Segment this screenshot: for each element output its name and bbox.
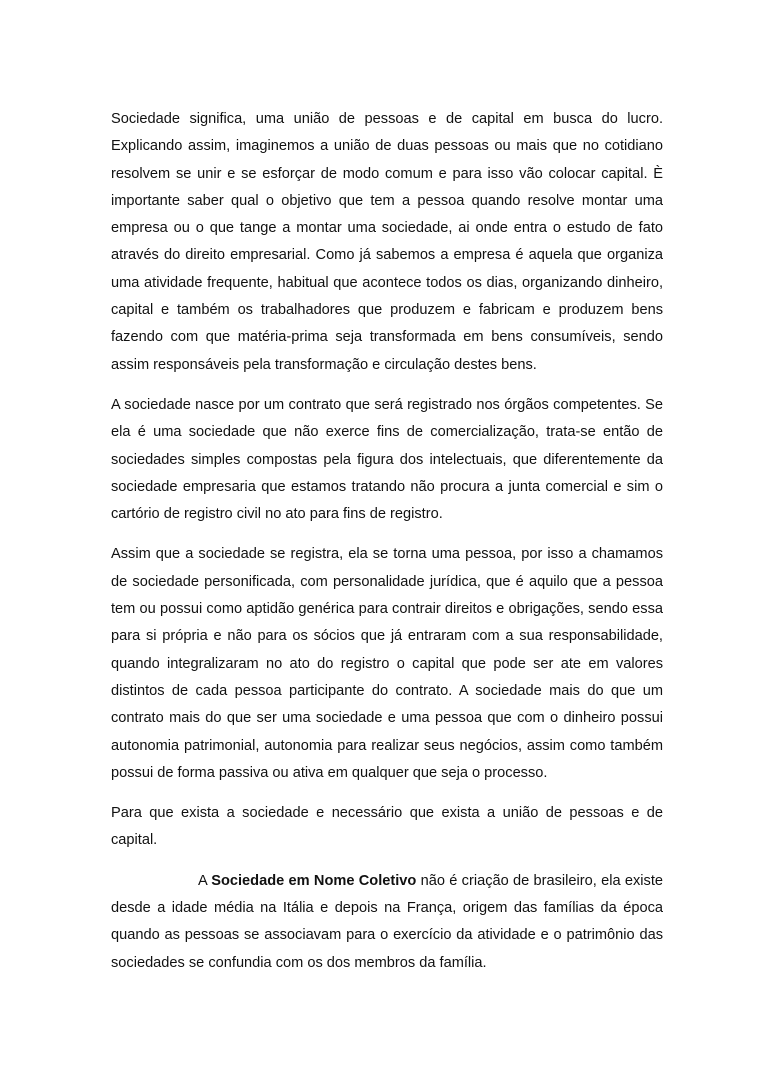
- paragraph-5-lead: A: [198, 872, 212, 889]
- paragraph-2: A sociedade nasce por um contrato que será registrado nos órgãos competentes. Se ela é uma sociedade que não exerce fins de comercialização, trata-se então de sociedades simples compostas pela figura dos intelectuais, que diferentemente da sociedade empresaria que estamos tratando não procura a junta comercial e sim o cartório de registro civil no ato para fins de registro.: [111, 396, 663, 523]
- paragraph-5-rest: não é criação de brasileiro, ela existe desde a idade média na Itália e depois na França, origem das famílias da época quando as pessoas se associavam para o exercício da atividade e o patrimônio das sociedades se confundia com os dos membros da família.: [111, 872, 663, 971]
- paragraph-3: Assim que a sociedade se registra, ela se torna uma pessoa, por isso a chamamos de sociedade personificada, com personalidade jurídica, que é aquilo que a pessoa tem ou possui como aptidão genérica para contrair direitos e obrigações, sendo essa para si própria e não para os sócios que já entraram com a sua responsabilidade, quando integralizaram no ato do registro o capital que pode ser ate em valores distintos de cada pessoa participante do contrato. A sociedade mais do que um contrato mais do que ser uma sociedade e uma pessoa que com o dinheiro possui autonomia patrimonial, autonomia para realizar seus negócios, assim como também possui de forma passiva ou ativa em qualquer que seja o processo.: [111, 546, 663, 781]
- paragraph-5: [111, 868, 663, 977]
- paragraph-1: Sociedade significa, uma união de pessoas e de capital em busca do lucro. Explicando assim, imaginemos a união de duas pessoas ou mais que no cotidiano resolvem se unir e se esforçar de modo comum e para isso vão colocar capital. È importante saber qual o objetivo que tem a pessoa quando resolve montar uma empresa ou o que tange a montar uma sociedade, ai onde entra o estudo de fato através do direito empresarial. Como já sabemos a empresa é aquela que organiza uma atividade frequente, habitual que acontece todos os dias, organizando dinheiro, capital e também os trabalhadores que produzem e fabricam e produzem bens fazendo com que matéria-prima seja transformada em bens consumíveis, sendo assim responsáveis pela transformação e circulação destes bens.: [111, 111, 663, 373]
- paragraph-4: Para que exista a sociedade e necessário que exista a união de pessoas e de capital.: [111, 805, 663, 849]
- document-page: [111, 106, 663, 990]
- bold-term: Sociedade em Nome Coletivo: [211, 872, 417, 889]
